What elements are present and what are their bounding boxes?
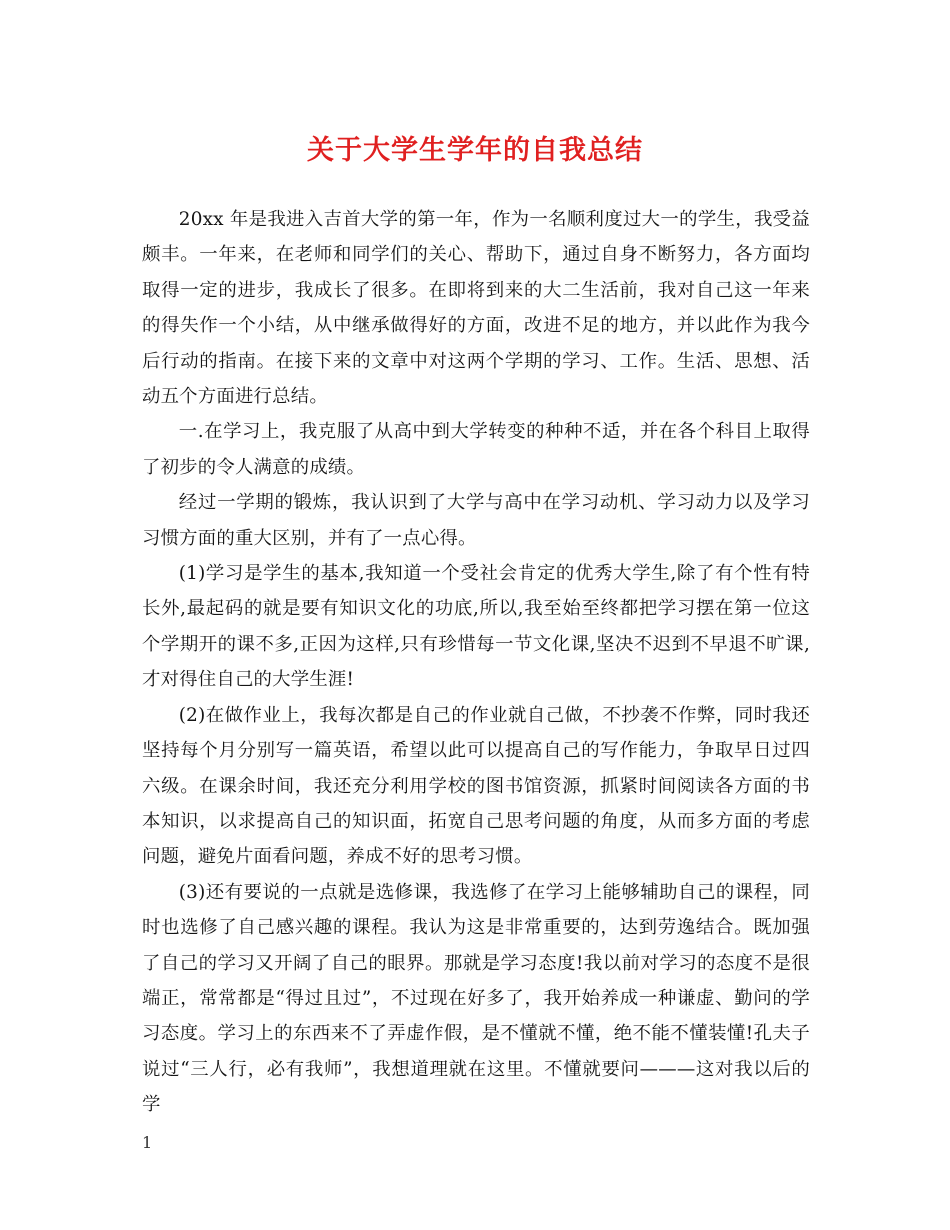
paragraph-study-heading: 一.在学习上，我克服了从高中到大学转变的种种不适，并在各个科目上取得了初步的令人满意的成绩。	[142, 421, 810, 478]
paragraph-point-2: (2)在做作业上，我每次都是自己的作业就自己做，不抄袭不作弊，同时我还坚持每个月分别写一篇英语，希望以此可以提高自己的写作能力，争取早日过四六级。在课余时间，我还充分利用学校的图书馆资源，抓紧时间阅读各方面的书本知识，以求提高自己的知识面，拓宽自己思考问题的角度，从而多方面的考虑问题，避免片面看问题，养成不好的思考习惯。	[142, 704, 810, 868]
document-body	[142, 202, 810, 1123]
paragraph-study-insight: 经过一学期的锻炼，我认识到了大学与高中在学习动机、学习动力以及学习习惯方面的重大区别，并有了一点心得。	[142, 492, 810, 549]
document-title: 关于大学生学年的自我总结	[307, 135, 643, 166]
paragraph-point-3: (3)还有要说的一点就是选修课，我选修了在学习上能够辅助自己的课程，同时也选修了自己感兴趣的课程。我认为这是非常重要的，达到劳逸结合。既加强了自己的学习又开阔了自己的眼界。那就是学习态度!我以前对学习的态度不是很端正，常常都是“得过且过”，不过现在好多了，我开始养成一种谦虚、勤问的学习态度。学习上的东西来不了弄虚作假，是不懂就不懂，绝不能不懂装懂!孔夫子说过“三人行，必有我师”，我想道理就在这里。不懂就要问———这对我以后的学	[142, 881, 810, 1116]
paragraph-point-1: (1)学习是学生的基本,我知道一个受社会肯定的优秀大学生,除了有个性有特长外,最起码的就是要有知识文化的功底,所以,我至始至终都把学习摆在第一位这个学期开的课不多,正因为这样,只有珍惜每一节文化课,坚决不迟到不早退不旷课,才对得住自己的大学生涯!	[142, 563, 810, 691]
page-number: 1	[142, 1133, 153, 1152]
paragraph-intro: 20xx 年是我进入吉首大学的第一年，作为一名顺利度过大一的学生，我受益颇丰。一年来，在老师和同学们的关心、帮助下，通过自身不断努力，各方面均取得一定的进步，我成长了很多。在即将到来的大二生活前，我对自己这一年来的得失作一个小结，从中继承做得好的方面，改进不足的地方，并以此作为我今后行动的指南。在接下来的文章中对这两个学期的学习、工作。生活、思想、活动五个方面进行总结。	[142, 209, 810, 408]
